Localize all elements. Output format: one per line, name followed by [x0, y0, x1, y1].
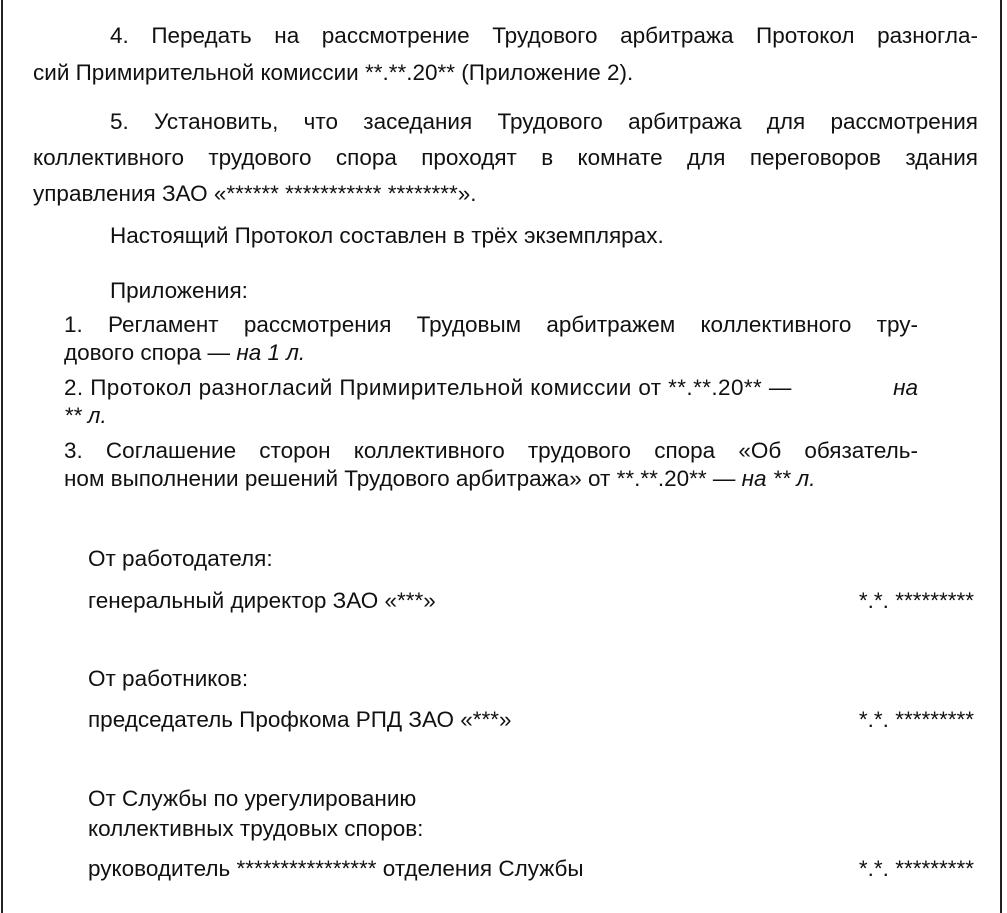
- attachment-3-text: ном выполнении решений Трудового арбитража» от **.**.20** —: [64, 466, 742, 491]
- service-signatory-name: *.*. *********: [858, 856, 974, 881]
- item4-line2: сий Примирительной комиссии **.**.20** (Приложение 2).: [33, 60, 634, 85]
- attachment-3-pages: на ** л.: [741, 466, 816, 491]
- employer-role: генеральный директор ЗАО «***»: [88, 588, 436, 613]
- attachment-2-pages-prefix: на: [893, 375, 918, 400]
- employees-heading: От работников:: [88, 666, 249, 691]
- employer-heading: От работодателя:: [88, 546, 273, 571]
- attachment-1-pages: на 1 л.: [236, 340, 306, 365]
- item5-line2: коллективного трудового спора проходят в комнате для переговоров здания: [33, 145, 978, 170]
- attachments-heading: Приложения:: [110, 278, 248, 303]
- service-heading-line1: От Службы по урегулированию: [88, 786, 417, 811]
- attachment-1-line1: 1. Регламент рассмотрения Трудовым арбитражем коллективного тру-: [64, 312, 918, 337]
- service-heading-line2: коллективных трудовых споров:: [88, 816, 424, 841]
- attachment-2-text: 2. Протокол разногласий Примирительной комиссии от **.**.20** —: [64, 375, 792, 400]
- copies-statement: Настоящий Протокол составлен в трёх экземплярах.: [110, 223, 664, 248]
- attachment-3-line1: 3. Соглашение сторон коллективного трудового спора «Об обязатель-: [64, 438, 918, 463]
- employer-signatory-name: *.*. *********: [858, 588, 974, 613]
- employees-signatory-name: *.*. *********: [858, 707, 974, 732]
- attachment-2-pages: ** л.: [64, 403, 107, 428]
- item5-line3: управления ЗАО «****** *********** ********».: [33, 181, 477, 206]
- service-role: руководитель **************** отделения Службы: [88, 856, 584, 881]
- attachment-3-line2: [64, 468, 816, 491]
- attachment-1-line2: [64, 342, 305, 365]
- item5-line1: 5. Установить, что заседания Трудового арбитража для рассмотрения: [110, 109, 978, 134]
- item4-line1: 4. Передать на рассмотрение Трудового арбитража Протокол разногла-: [110, 23, 978, 48]
- attachment-1-text: дового спора —: [64, 340, 237, 365]
- employees-role: председатель Профкома РПД ЗАО «***»: [88, 707, 512, 732]
- attachment-2-line1: [64, 377, 918, 400]
